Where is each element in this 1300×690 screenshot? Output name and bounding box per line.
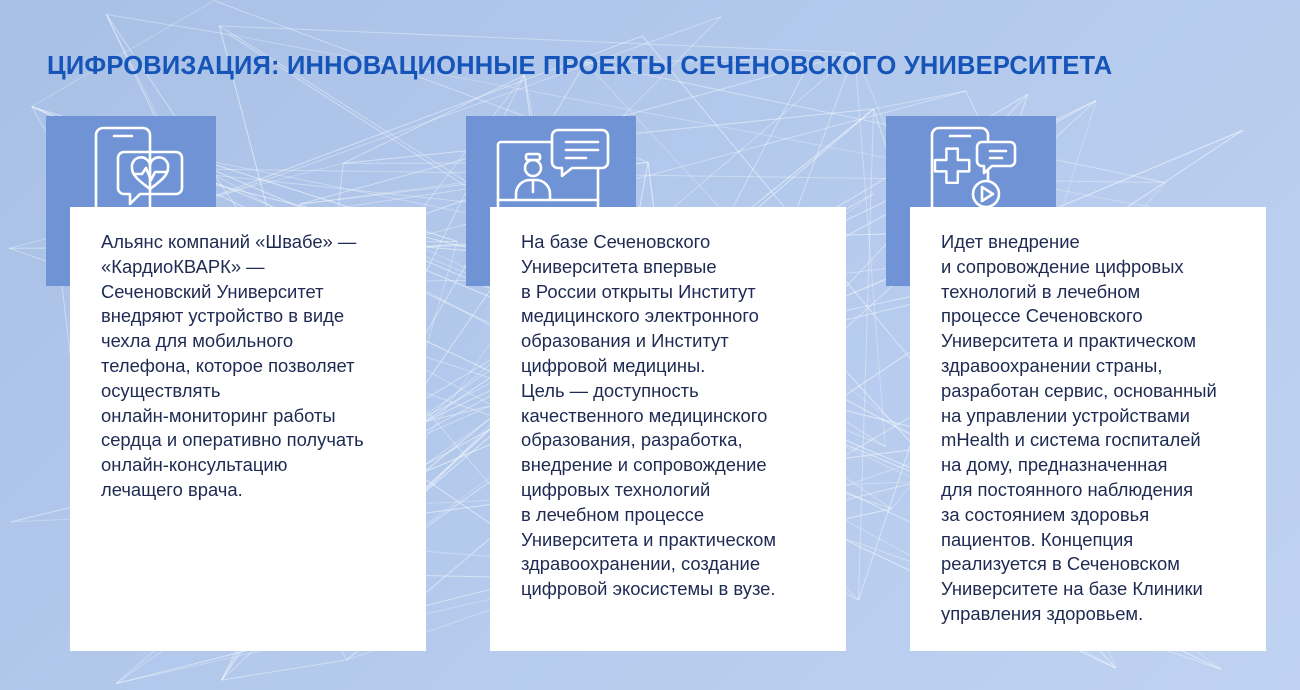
- card-1-line: лечащего врача.: [101, 478, 243, 500]
- card-2-line: здравоохранении, создание: [521, 553, 761, 575]
- card-2-line: цифровой экосистемы в вузе.: [521, 578, 776, 600]
- card-2-line: образования и Институт: [521, 330, 729, 352]
- card-3-text: [941, 230, 1248, 627]
- card-3-line: на дому, предназначенная: [941, 454, 1168, 476]
- card-2-line: медицинского электронного: [521, 305, 759, 327]
- card-1-line: Сеченовский Университет: [101, 280, 324, 302]
- card-3-line: Университете на базе Клиники: [941, 578, 1203, 600]
- card-2-line: цифровых технологий: [521, 478, 711, 500]
- card-2-line: Университета впервые: [521, 255, 717, 277]
- card-3-line: реализуется в Сеченовском: [941, 553, 1180, 575]
- card-1-text: [101, 230, 408, 503]
- card-1: [70, 207, 426, 651]
- card-2-line: Цель — доступность: [521, 379, 699, 401]
- card-1-line: осуществлять: [101, 379, 221, 401]
- card-2-line: в России открыты Институт: [521, 280, 756, 302]
- page-title: ЦИФРОВИЗАЦИЯ: ИННОВАЦИОННЫЕ ПРОЕКТЫ СЕЧЕНОВСКОГО УНИВЕРСИТЕТА: [47, 52, 1113, 80]
- card-3-line: разработан сервис, основанный: [941, 379, 1217, 401]
- card-3-line: mHealth и система госпиталей: [941, 429, 1201, 451]
- card-2-line: На базе Сеченовского: [521, 231, 711, 252]
- card-1-line: «КардиоКВАРК» —: [101, 255, 265, 277]
- card-1-line: онлайн-мониторинг работы: [101, 404, 336, 426]
- card-2: [490, 207, 846, 651]
- card-3-line: технологий в лечебном: [941, 280, 1141, 302]
- card-2-line: образования, разработка,: [521, 429, 743, 451]
- card-3-line: для постоянного наблюдения: [941, 478, 1194, 500]
- card-2-line: в лечебном процессе: [521, 503, 705, 525]
- card-3: [910, 207, 1266, 651]
- card-1-line: чехла для мобильного: [101, 330, 294, 352]
- card-3-line: Идет внедрение: [941, 231, 1080, 252]
- card-1-line: телефона, которое позволяет: [101, 354, 355, 376]
- card-3-line: за состоянием здоровья: [941, 503, 1150, 525]
- card-2-line: качественного медицинского: [521, 404, 768, 426]
- card-2-text: [521, 230, 828, 602]
- card-3-line: здравоохранении страны,: [941, 354, 1163, 376]
- card-1-line: Альянс компаний «Швабе» —: [101, 231, 357, 252]
- card-1-line: сердца и оперативно получать: [101, 429, 364, 451]
- card-3-line: пациентов. Концепция: [941, 528, 1134, 550]
- card-3-line: процессе Сеченовского: [941, 305, 1143, 327]
- card-3-line: Университета и практическом: [941, 330, 1197, 352]
- card-3-line: управления здоровьем.: [941, 602, 1144, 624]
- card-2-line: Университета и практическом: [521, 528, 777, 550]
- card-3-line: и сопровождение цифровых: [941, 255, 1184, 277]
- card-1-line: внедряют устройство в виде: [101, 305, 345, 327]
- card-2-line: внедрение и сопровождение: [521, 454, 767, 476]
- card-2-line: цифровой медицины.: [521, 354, 706, 376]
- card-3-line: на управлении устройствами: [941, 404, 1190, 426]
- card-1-line: онлайн-консультацию: [101, 454, 288, 476]
